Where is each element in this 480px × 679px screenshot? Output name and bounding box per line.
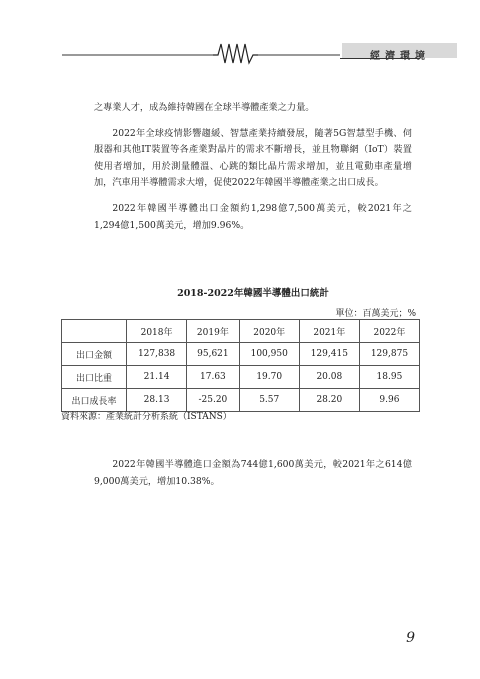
table-cell: 129,415 (299, 343, 359, 366)
column-header (62, 320, 127, 343)
table-unit: 單位：百萬美元；% (335, 309, 416, 319)
table-source: 資料來源：產業統計分析系統（ISTANS） (61, 412, 232, 422)
table-cell: 19.70 (239, 366, 299, 389)
table-cell: 17.63 (187, 366, 240, 389)
table-cell: 28.13 (127, 389, 187, 412)
table-cell: 18.95 (359, 366, 419, 389)
column-header: 2019年 (187, 320, 240, 343)
table-row (62, 366, 420, 389)
page-header (0, 0, 480, 70)
table-cell: 21.14 (127, 366, 187, 389)
body-text-after-table (94, 457, 412, 499)
table-cell: 20.08 (299, 366, 359, 389)
table-header-row (62, 320, 420, 343)
paragraph-3: 2022年韓國半導體出口金額約1,298億7,500萬美元，較2021年之1,294億1,500萬美元，增加9.96%。 (94, 202, 412, 231)
row-header: 出口成長率 (62, 389, 127, 412)
table-cell: -25.20 (187, 389, 240, 412)
column-header: 2020年 (239, 320, 299, 343)
paragraph-4: 2022年韓國半導體進口金額為744億1,600萬美元，較2021年之614億9,000萬美元，增加10.38%。 (94, 459, 412, 487)
paragraph-2: 2022年全球疫情影響趨緩、智慧產業持續發展，隨著5G智慧型手機、伺服器和其他IT裝置等各產業對晶片的需求不斷增長，並且物聯網（IoT）裝置使用者增加，用於測量體溫、心跳的類比晶片需求增加，並且電動車產量增加，汽車用半導體需求大增，促使2022年韓國半導體產業之出口成長。 (94, 127, 412, 189)
column-header: 2018年 (127, 320, 187, 343)
table-cell: 5.57 (239, 389, 299, 412)
table-cell: 28.20 (299, 389, 359, 412)
waveform-icon (213, 44, 258, 63)
page-number: 9 (406, 630, 415, 646)
row-header: 出口金額 (62, 343, 127, 366)
table-cell: 129,875 (359, 343, 419, 366)
table-row (62, 343, 420, 366)
paragraph-1: 之專業人才，成為維持韓國在全球半導體產業之力量。 (94, 102, 315, 113)
column-header: 2022年 (359, 320, 419, 343)
table-cell: 9.96 (359, 389, 419, 412)
row-header: 出口比重 (62, 366, 127, 389)
table-cell: 100,950 (239, 343, 299, 366)
body-text (94, 100, 412, 243)
export-stats-table (61, 319, 420, 412)
table-title: 2018-2022年韓國半導體出口統計 (177, 288, 329, 299)
table-cell: 95,621 (187, 343, 240, 366)
table-cell: 127,838 (127, 343, 187, 366)
header-title: 經濟環境 (370, 51, 430, 62)
column-header: 2021年 (299, 320, 359, 343)
